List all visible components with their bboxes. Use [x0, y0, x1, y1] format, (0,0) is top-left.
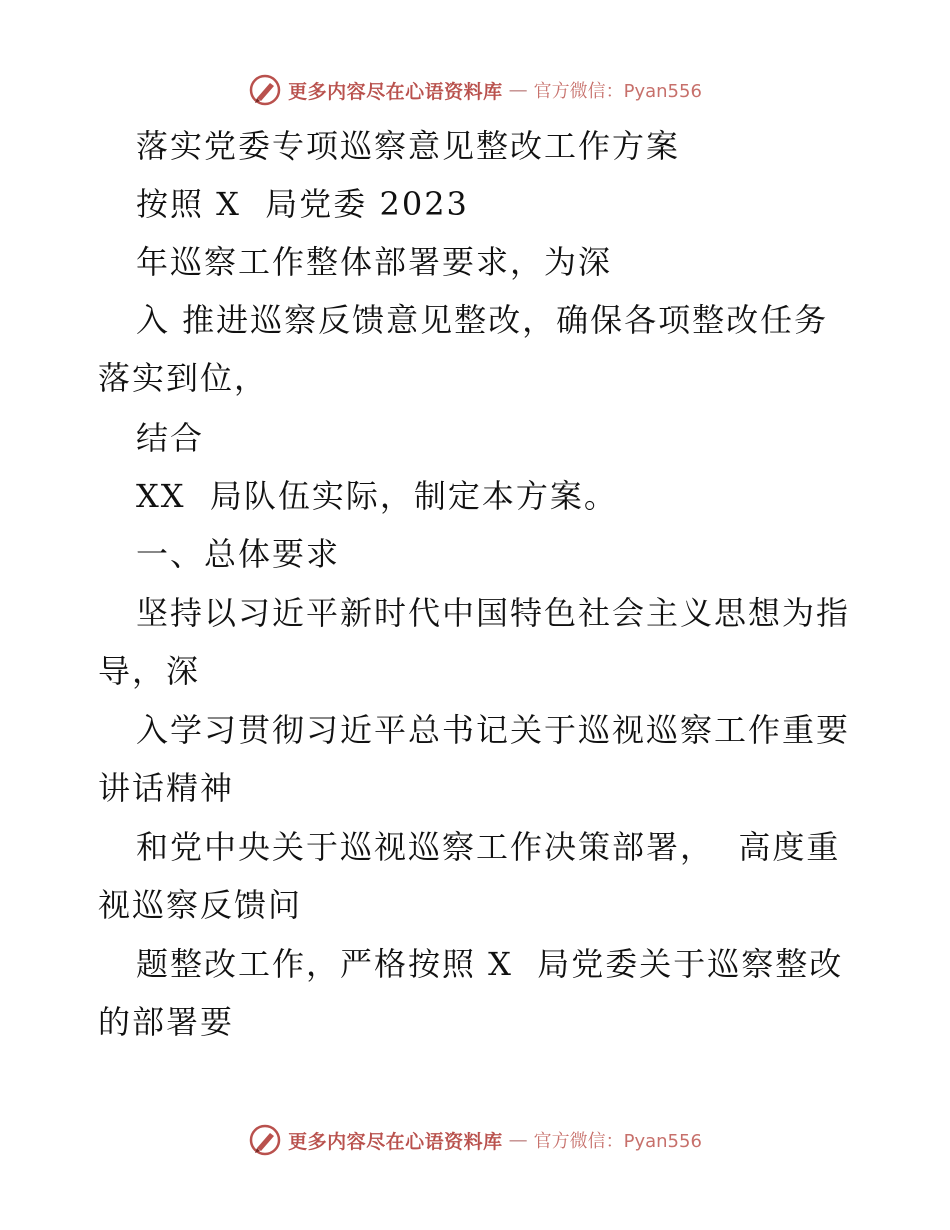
paragraph-line: XX 局队伍实际，制定本方案。: [136, 477, 618, 515]
paragraph-line: 和党中央关于巡视巡察工作决策部署， 高度重: [136, 828, 841, 866]
section-heading: 一、总体要求: [136, 535, 341, 573]
paragraph-line: 视巡察反馈问: [98, 886, 303, 924]
paragraph-line: 题整改工作，严格按照 X 局党委关于巡察整改: [136, 945, 844, 983]
watermark-separator: —: [508, 1129, 528, 1151]
header-watermark: [0, 70, 950, 110]
pen-logo-icon: [248, 1123, 282, 1157]
paragraph-line: 坚持以习近平新时代中国特色社会主义思想为指: [136, 594, 851, 632]
paragraph-line: 讲话精神: [98, 769, 235, 807]
paragraph-line: 结合: [136, 419, 205, 457]
pen-logo-icon: [248, 73, 282, 107]
watermark-contact: 官方微信：Pyan556: [533, 1131, 702, 1152]
paragraph-line: 落实到位，: [98, 359, 269, 397]
paragraph-line: 导，深: [98, 652, 201, 690]
watermark-text: 更多内容尽在心语资料库: [288, 1130, 503, 1153]
paragraph-line: 按照 X 局党委 2023: [136, 185, 469, 223]
document-title: 落实党委专项巡察意见整改工作方案: [136, 127, 681, 165]
watermark-text: 更多内容尽在心语资料库: [288, 80, 503, 103]
paragraph-line: 的部署要: [98, 1003, 235, 1041]
watermark-contact: 官方微信：Pyan556: [533, 81, 702, 102]
watermark-separator: —: [508, 79, 528, 101]
footer-watermark: [0, 1120, 950, 1160]
paragraph-line: 年巡察工作整体部署要求，为深: [136, 243, 613, 281]
paragraph-line: 入 推进巡察反馈意见整改，确保各项整改任务: [136, 301, 829, 339]
paragraph-line: 入学习贯彻习近平总书记关于巡视巡察工作重要: [136, 711, 851, 749]
